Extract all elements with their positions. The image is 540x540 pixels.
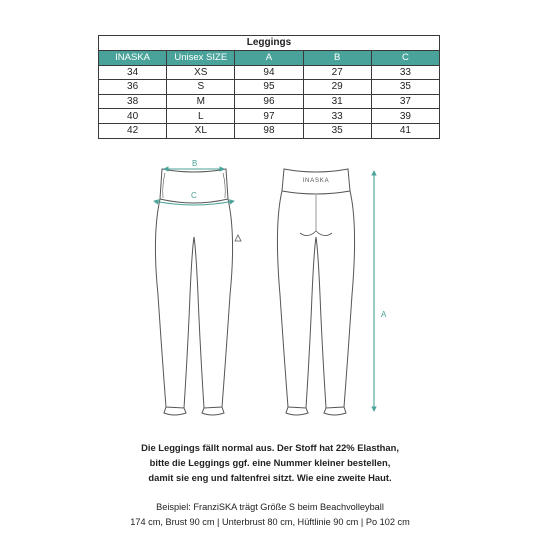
table-header-row: [99, 51, 440, 66]
header-c: C: [371, 51, 439, 66]
header-a: A: [235, 51, 303, 66]
cell-b: 35: [303, 123, 371, 138]
cell-c: 35: [371, 80, 439, 95]
fit-note: [0, 440, 540, 485]
cell-b: 27: [303, 65, 371, 80]
fit-note-line-1: Die Leggings fällt normal aus. Der Stoff hat 22% Elasthan,: [141, 442, 399, 453]
cell-b: 31: [303, 94, 371, 109]
cell-c: 39: [371, 109, 439, 124]
fit-note-line-2: bitte die Leggings ggf. eine Nummer kleiner bestellen,: [149, 457, 391, 468]
label-b: B: [192, 159, 198, 168]
cell-inaska: 42: [99, 123, 167, 138]
cell-inaska: 36: [99, 80, 167, 95]
cell-size: L: [167, 109, 235, 124]
fit-note-line-3: damit sie eng und faltenfrei sitzt. Wie eine zweite Haut.: [148, 472, 392, 483]
header-unisex-size: Unisex SIZE: [167, 51, 235, 66]
cell-a: 94: [235, 65, 303, 80]
cell-a: 97: [235, 109, 303, 124]
cell-size: XS: [167, 65, 235, 80]
example-line-2: 174 cm, Brust 90 cm | Unterbrust 80 cm, Hüftlinie 90 cm | Po 102 cm: [130, 517, 410, 527]
cell-a: 95: [235, 80, 303, 95]
cell-c: 37: [371, 94, 439, 109]
cell-inaska: 38: [99, 94, 167, 109]
measure-a: [374, 171, 387, 411]
cell-c: 33: [371, 65, 439, 80]
cell-a: 98: [235, 123, 303, 138]
header-inaska: INASKA: [99, 51, 167, 66]
cell-c: 41: [371, 123, 439, 138]
table-row: [99, 65, 440, 80]
table-title: Leggings: [98, 35, 440, 50]
table-row: [99, 123, 440, 138]
cell-inaska: 40: [99, 109, 167, 124]
table-row: [99, 109, 440, 124]
size-chart-table: [98, 35, 440, 139]
example-note: [0, 500, 540, 530]
example-line-1: Beispiel: FranziSKA trägt Größe S beim Beachvolleyball: [156, 502, 384, 512]
label-a: A: [381, 310, 387, 319]
table-row: [99, 94, 440, 109]
cell-b: 29: [303, 80, 371, 95]
leggings-back-view: [277, 169, 354, 415]
header-b: B: [303, 51, 371, 66]
cell-inaska: 34: [99, 65, 167, 80]
waistband-logo-text: INASKA: [302, 178, 330, 184]
leggings-diagram: [140, 155, 400, 425]
leggings-front-view: [155, 169, 232, 415]
cell-size: S: [167, 80, 235, 95]
cell-size: XL: [167, 123, 235, 138]
measure-b: [164, 159, 224, 169]
cell-b: 33: [303, 109, 371, 124]
cell-size: M: [167, 94, 235, 109]
label-c: C: [191, 191, 197, 200]
table-row: [99, 80, 440, 95]
logo-icon: [235, 235, 241, 241]
cell-a: 96: [235, 94, 303, 109]
